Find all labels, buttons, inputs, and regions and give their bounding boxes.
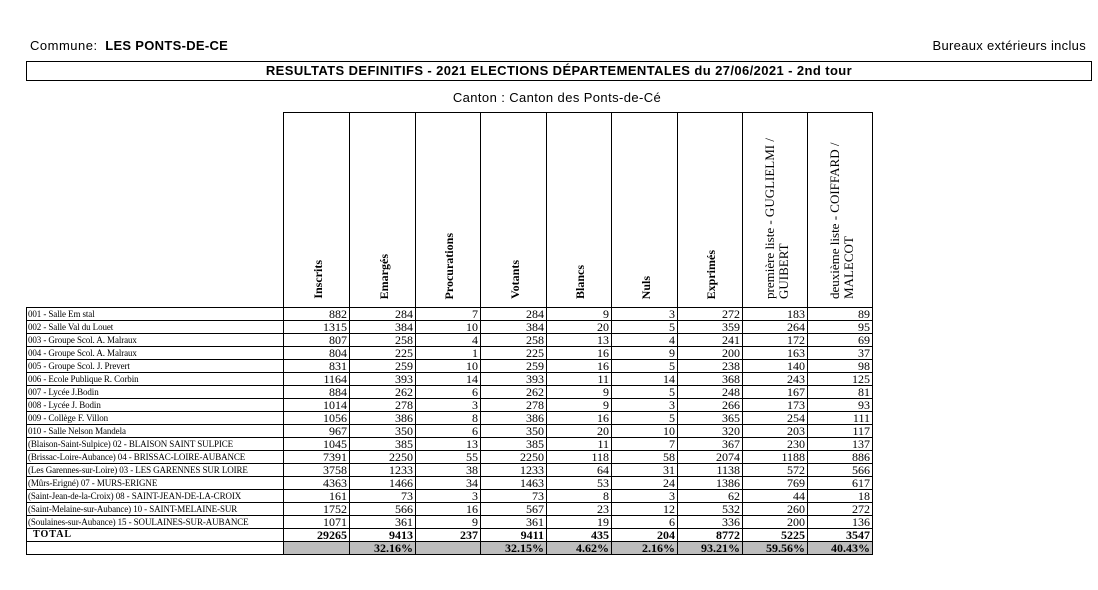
row-label: (Saint-Melaine-sur-Aubance) 10 - SAINT-MELAINE-SUR [27, 503, 284, 516]
table-row [27, 464, 873, 477]
column-header-label: Blancs [573, 264, 587, 299]
value-cell: 64 [547, 464, 612, 477]
value-cell: 1 [416, 347, 481, 360]
value-cell: 6 [416, 425, 481, 438]
value-cell: 167 [743, 386, 808, 399]
value-cell: 7 [612, 438, 678, 451]
value-cell: 4 [612, 334, 678, 347]
value-cell: 3 [416, 490, 481, 503]
row-label: 004 - Groupe Scol. A. Malraux [27, 347, 284, 360]
value-cell: 118 [547, 451, 612, 464]
value-cell: 10 [612, 425, 678, 438]
column-header-label: Exprimés [704, 249, 718, 299]
value-cell: 93.21% [678, 542, 743, 555]
value-cell: 10 [416, 321, 481, 334]
value-cell: 225 [481, 347, 547, 360]
value-cell: 73 [350, 490, 416, 503]
value-cell: 260 [743, 503, 808, 516]
table-row [27, 425, 873, 438]
value-cell: 9 [416, 516, 481, 529]
value-cell: 258 [350, 334, 416, 347]
value-cell: 20 [547, 425, 612, 438]
value-cell: 248 [678, 386, 743, 399]
value-cell: 320 [678, 425, 743, 438]
value-cell: 1752 [284, 503, 350, 516]
value-cell: 385 [350, 438, 416, 451]
row-label: 008 - Lycée J. Bodin [27, 399, 284, 412]
value-cell: 393 [350, 373, 416, 386]
value-cell: 284 [350, 308, 416, 321]
column-header-label: deuxième liste - COIFFARD / MALECOT [826, 142, 856, 299]
value-cell: 16 [547, 412, 612, 425]
value-cell: 882 [284, 308, 350, 321]
value-cell: 804 [284, 347, 350, 360]
value-cell: 350 [481, 425, 547, 438]
bureaux-note: Bureaux extérieurs inclus [932, 38, 1086, 53]
value-cell: 259 [481, 360, 547, 373]
value-cell: 55 [416, 451, 481, 464]
value-cell: 14 [612, 373, 678, 386]
value-cell: 98 [808, 360, 873, 373]
value-cell: 6 [416, 386, 481, 399]
column-header [612, 113, 678, 308]
value-cell: 967 [284, 425, 350, 438]
value-cell: 9413 [350, 529, 416, 542]
value-cell: 24 [612, 477, 678, 490]
table-row [27, 503, 873, 516]
value-cell: 89 [808, 308, 873, 321]
value-cell: 259 [350, 360, 416, 373]
value-cell: 161 [284, 490, 350, 503]
value-cell: 4.62% [547, 542, 612, 555]
value-cell: 5 [612, 412, 678, 425]
value-cell: 5 [612, 386, 678, 399]
header-blank-cell [27, 113, 284, 308]
column-header-label: Votants [507, 260, 522, 299]
value-cell: 23 [547, 503, 612, 516]
value-cell: 16 [547, 360, 612, 373]
value-cell: 350 [350, 425, 416, 438]
percentage-row [27, 542, 873, 555]
column-header [808, 113, 873, 308]
value-cell: 1466 [350, 477, 416, 490]
table-row [27, 321, 873, 334]
column-header-label: Nuls [638, 275, 653, 299]
value-cell: 384 [350, 321, 416, 334]
value-cell: 203 [743, 425, 808, 438]
value-cell: 6 [612, 516, 678, 529]
value-cell: 361 [481, 516, 547, 529]
value-cell: 1071 [284, 516, 350, 529]
value-cell: 384 [481, 321, 547, 334]
value-cell: 16 [547, 347, 612, 360]
value-cell: 117 [808, 425, 873, 438]
column-header [678, 113, 743, 308]
results-title: RESULTATS DEFINITIFS - 2021 ELECTIONS DÉPARTEMENTALES du 27/06/2021 - 2nd tour [26, 61, 1092, 81]
value-cell: 93 [808, 399, 873, 412]
table-row [27, 477, 873, 490]
value-cell: 572 [743, 464, 808, 477]
value-cell: 225 [350, 347, 416, 360]
row-label: 003 - Groupe Scol. A. Malraux [27, 334, 284, 347]
column-header-label: Procurations [442, 232, 456, 299]
value-cell: 567 [481, 503, 547, 516]
table-row [27, 347, 873, 360]
value-cell: 2250 [350, 451, 416, 464]
table-row [27, 334, 873, 347]
table-row [27, 490, 873, 503]
value-cell: 831 [284, 360, 350, 373]
value-cell: 31 [612, 464, 678, 477]
value-cell: 262 [350, 386, 416, 399]
value-cell: 3 [612, 308, 678, 321]
value-cell: 3758 [284, 464, 350, 477]
value-cell: 9411 [481, 529, 547, 542]
value-cell: 243 [743, 373, 808, 386]
value-cell: 73 [481, 490, 547, 503]
value-cell: 807 [284, 334, 350, 347]
value-cell: 241 [678, 334, 743, 347]
value-cell: 7 [416, 308, 481, 321]
column-header [481, 113, 547, 308]
value-cell: 10 [416, 360, 481, 373]
value-cell: 1056 [284, 412, 350, 425]
table-row [27, 399, 873, 412]
value-cell: 62 [678, 490, 743, 503]
value-cell: 4363 [284, 477, 350, 490]
value-cell: 58 [612, 451, 678, 464]
value-cell: 1386 [678, 477, 743, 490]
value-cell: 59.56% [743, 542, 808, 555]
value-cell: 38 [416, 464, 481, 477]
row-label: (Soulaines-sur-Aubance) 15 - SOULAINES-SUR-AUBANCE [27, 516, 284, 529]
value-cell: 238 [678, 360, 743, 373]
value-cell: 264 [743, 321, 808, 334]
value-cell: 3547 [808, 529, 873, 542]
row-label: 009 - Collège F. Villon [27, 412, 284, 425]
value-cell: 617 [808, 477, 873, 490]
value-cell: 95 [808, 321, 873, 334]
value-cell: 7391 [284, 451, 350, 464]
value-cell: 361 [350, 516, 416, 529]
value-cell: 69 [808, 334, 873, 347]
row-label: TOTAL [27, 529, 284, 542]
value-cell: 284 [481, 308, 547, 321]
value-cell: 9 [547, 399, 612, 412]
value-cell: 1045 [284, 438, 350, 451]
value-cell: 37 [808, 347, 873, 360]
value-cell: 12 [612, 503, 678, 516]
value-cell: 386 [350, 412, 416, 425]
value-cell: 172 [743, 334, 808, 347]
value-cell: 393 [481, 373, 547, 386]
value-cell: 385 [481, 438, 547, 451]
value-cell: 81 [808, 386, 873, 399]
value-cell: 359 [678, 321, 743, 334]
value-cell: 20 [547, 321, 612, 334]
value-cell: 532 [678, 503, 743, 516]
value-cell: 2.16% [612, 542, 678, 555]
column-header-label: Emargés [376, 253, 391, 299]
value-cell: 204 [612, 529, 678, 542]
value-cell: 13 [416, 438, 481, 451]
column-header [416, 113, 481, 308]
table-row [27, 308, 873, 321]
row-label: (Saint-Jean-de-la-Croix) 08 - SAINT-JEAN-DE-LA-CROIX [27, 490, 284, 503]
value-cell: 769 [743, 477, 808, 490]
value-cell: 9 [612, 347, 678, 360]
results-table [26, 112, 873, 555]
value-cell: 278 [350, 399, 416, 412]
value-cell: 5225 [743, 529, 808, 542]
value-cell: 1233 [481, 464, 547, 477]
value-cell: 136 [808, 516, 873, 529]
value-cell: 34 [416, 477, 481, 490]
commune-label: Commune: [30, 38, 98, 53]
value-cell: 3 [612, 399, 678, 412]
value-cell [284, 542, 350, 555]
value-cell: 183 [743, 308, 808, 321]
value-cell: 11 [547, 373, 612, 386]
value-cell: 566 [808, 464, 873, 477]
value-cell: 200 [678, 347, 743, 360]
value-cell: 278 [481, 399, 547, 412]
value-cell: 1315 [284, 321, 350, 334]
total-row [27, 529, 873, 542]
value-cell [416, 542, 481, 555]
row-label: (Mûrs-Erigné) 07 - MURS-ERIGNE [27, 477, 284, 490]
value-cell: 29265 [284, 529, 350, 542]
table-row [27, 412, 873, 425]
header-row [27, 113, 873, 308]
value-cell: 19 [547, 516, 612, 529]
value-cell: 9 [547, 308, 612, 321]
column-header-label: Inscrits [310, 260, 325, 299]
column-header [547, 113, 612, 308]
value-cell: 266 [678, 399, 743, 412]
row-label: 001 - Salle Em stal [27, 308, 284, 321]
value-cell: 32.16% [350, 542, 416, 555]
row-label: 005 - Groupe Scol. J. Prevert [27, 360, 284, 373]
value-cell: 1164 [284, 373, 350, 386]
value-cell: 1188 [743, 451, 808, 464]
value-cell: 16 [416, 503, 481, 516]
row-label: (Blaison-Saint-Sulpice) 02 - BLAISON SAINT SULPICE [27, 438, 284, 451]
value-cell: 8772 [678, 529, 743, 542]
column-header-label: première liste - GUGLIELMI / GUIBERT [761, 137, 791, 299]
value-cell: 2074 [678, 451, 743, 464]
value-cell: 14 [416, 373, 481, 386]
row-label: 002 - Salle Val du Louet [27, 321, 284, 334]
value-cell: 886 [808, 451, 873, 464]
value-cell: 884 [284, 386, 350, 399]
value-cell: 272 [678, 308, 743, 321]
table-row [27, 516, 873, 529]
table-row [27, 438, 873, 451]
value-cell: 1233 [350, 464, 416, 477]
value-cell: 386 [481, 412, 547, 425]
value-cell: 5 [612, 360, 678, 373]
table-row [27, 373, 873, 386]
value-cell: 13 [547, 334, 612, 347]
value-cell: 230 [743, 438, 808, 451]
value-cell: 5 [612, 321, 678, 334]
column-header [350, 113, 416, 308]
table-row [27, 451, 873, 464]
value-cell: 11 [547, 438, 612, 451]
value-cell: 3 [612, 490, 678, 503]
value-cell: 1463 [481, 477, 547, 490]
value-cell: 125 [808, 373, 873, 386]
row-label: 006 - Ecole Publique R. Corbin [27, 373, 284, 386]
canton-subtitle: Canton : Canton des Ponts-de-Cé [452, 90, 662, 105]
value-cell: 368 [678, 373, 743, 386]
value-cell: 18 [808, 490, 873, 503]
column-header [284, 113, 350, 308]
value-cell: 4 [416, 334, 481, 347]
value-cell: 336 [678, 516, 743, 529]
value-cell: 8 [547, 490, 612, 503]
value-cell: 2250 [481, 451, 547, 464]
value-cell: 367 [678, 438, 743, 451]
table-row [27, 386, 873, 399]
value-cell: 8 [416, 412, 481, 425]
value-cell: 163 [743, 347, 808, 360]
value-cell: 272 [808, 503, 873, 516]
row-label: 007 - Lycée J.Bodin [27, 386, 284, 399]
value-cell: 1014 [284, 399, 350, 412]
value-cell: 44 [743, 490, 808, 503]
value-cell: 140 [743, 360, 808, 373]
value-cell: 111 [808, 412, 873, 425]
value-cell: 254 [743, 412, 808, 425]
value-cell: 262 [481, 386, 547, 399]
value-cell: 1138 [678, 464, 743, 477]
value-cell: 9 [547, 386, 612, 399]
row-label: 010 - Salle Nelson Mandela [27, 425, 284, 438]
row-label [27, 542, 284, 555]
commune-value: LES PONTS-DE-CE [105, 38, 229, 53]
value-cell: 32.15% [481, 542, 547, 555]
value-cell: 3 [416, 399, 481, 412]
value-cell: 173 [743, 399, 808, 412]
value-cell: 137 [808, 438, 873, 451]
value-cell: 53 [547, 477, 612, 490]
value-cell: 258 [481, 334, 547, 347]
value-cell: 435 [547, 529, 612, 542]
results-table-wrapper [26, 112, 873, 555]
value-cell: 566 [350, 503, 416, 516]
value-cell: 40.43% [808, 542, 873, 555]
row-label: (Les Garennes-sur-Loire) 03 - LES GARENNES SUR LOIRE [27, 464, 284, 477]
value-cell: 200 [743, 516, 808, 529]
column-header [743, 113, 808, 308]
row-label: (Brissac-Loire-Aubance) 04 - BRISSAC-LOIRE-AUBANCE [27, 451, 284, 464]
value-cell: 237 [416, 529, 481, 542]
commune-line [30, 38, 228, 53]
value-cell: 365 [678, 412, 743, 425]
table-row [27, 360, 873, 373]
